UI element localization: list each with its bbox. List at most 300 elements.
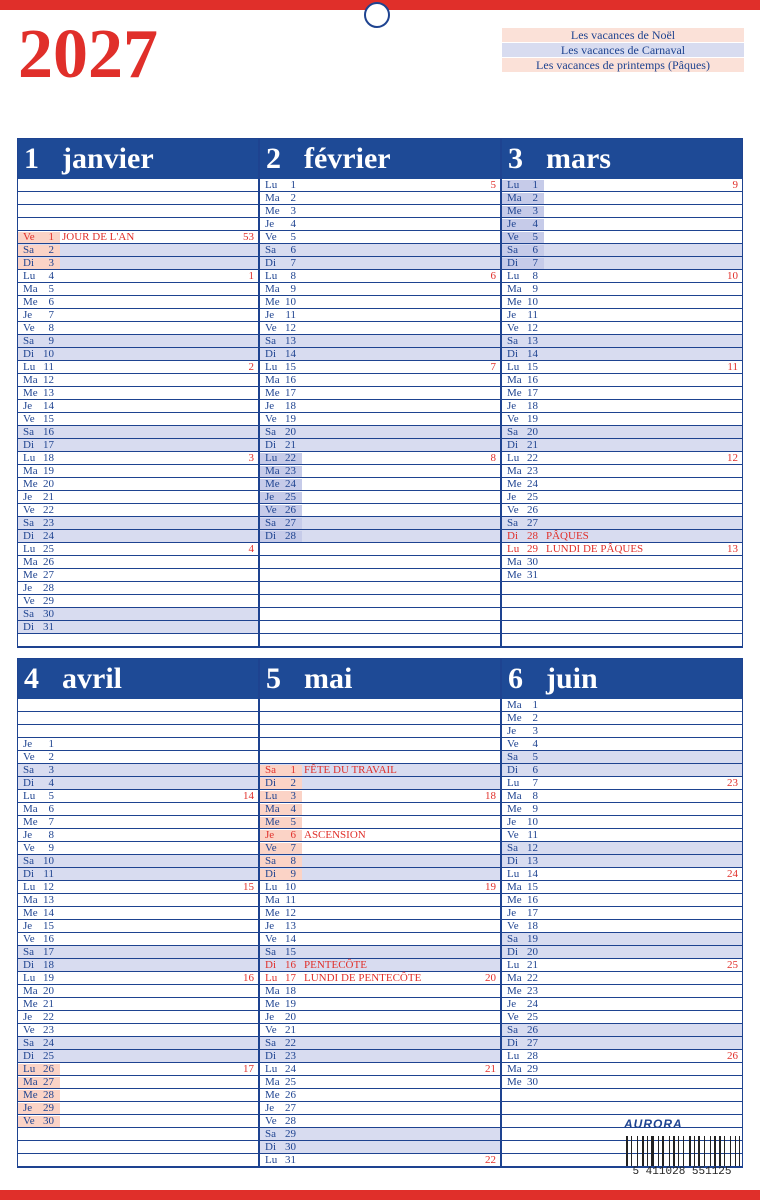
weekday-label: Me	[265, 998, 280, 1010]
day-number: 13	[285, 335, 296, 347]
day-row	[18, 296, 258, 309]
weekday-label: Di	[265, 868, 276, 880]
day-row	[260, 387, 500, 400]
weekday-label: Me	[507, 205, 522, 217]
day-row	[502, 985, 742, 998]
week-number: 3	[248, 452, 254, 464]
weekday-label: Ve	[507, 920, 519, 932]
weekday-label: Me	[507, 894, 522, 906]
weekday-label: Lu	[23, 361, 36, 373]
day-number: 11	[43, 361, 54, 373]
day-row	[18, 387, 258, 400]
day-number: 19	[527, 413, 538, 425]
weekday-label: Je	[507, 907, 517, 919]
weekday-label: Me	[23, 569, 38, 581]
day-row	[260, 205, 500, 218]
weekday-label: Sa	[265, 1037, 276, 1049]
weekday-label: Lu	[23, 543, 36, 555]
day-number: 18	[285, 400, 296, 412]
day-row	[502, 335, 742, 348]
weekday-label: Sa	[23, 517, 34, 529]
day-number: 21	[285, 439, 296, 451]
day-number: 23	[43, 517, 54, 529]
weekday-label: Lu	[23, 1063, 36, 1075]
day-number: 26	[527, 504, 538, 516]
day-row	[260, 998, 500, 1011]
weekday-label: Sa	[265, 1128, 276, 1140]
weekday-label: Ve	[265, 842, 277, 854]
empty-row	[260, 543, 500, 556]
day-row	[502, 998, 742, 1011]
day-number: 22	[43, 504, 54, 516]
day-number: 11	[527, 309, 538, 321]
weekday-label: Ve	[265, 1024, 277, 1036]
day-row	[260, 504, 500, 517]
weekday-label: Lu	[507, 959, 520, 971]
day-number: 30	[43, 1115, 54, 1127]
day-row	[502, 1063, 742, 1076]
day-row	[502, 738, 742, 751]
day-number: 16	[285, 959, 296, 971]
legend-carnaval: Les vacances de Carnaval	[502, 43, 744, 57]
weekday-label: Sa	[265, 764, 276, 776]
legend-paques: Les vacances de printemps (Pâques)	[502, 58, 744, 72]
calendar-year: 2027	[18, 16, 158, 93]
weekday-label: Ma	[507, 192, 522, 204]
weekday-label: Ma	[265, 1076, 280, 1088]
day-row	[502, 452, 742, 465]
barcode-bar	[724, 1136, 725, 1166]
weekday-label: Sa	[265, 426, 276, 438]
day-number: 20	[285, 426, 296, 438]
day-row	[260, 439, 500, 452]
day-number: 23	[285, 465, 296, 477]
day-row	[18, 348, 258, 361]
day-row	[18, 374, 258, 387]
day-row	[502, 894, 742, 907]
weekday-label: Di	[265, 1141, 276, 1153]
day-row	[18, 764, 258, 777]
week-number: 23	[727, 777, 738, 789]
barcode-bar	[714, 1136, 716, 1166]
day-row	[18, 1063, 258, 1076]
weekday-label: Je	[23, 829, 33, 841]
day-number: 30	[43, 608, 54, 620]
weekday-label: Sa	[23, 1037, 34, 1049]
weekday-label: Di	[507, 946, 518, 958]
day-number: 17	[527, 387, 538, 399]
day-number: 28	[43, 582, 54, 594]
day-number: 15	[285, 361, 296, 373]
weekday-label: Je	[507, 725, 517, 737]
day-number: 15	[43, 920, 54, 932]
empty-row	[502, 1102, 742, 1115]
day-row	[260, 218, 500, 231]
day-row	[260, 1024, 500, 1037]
month-block-avril	[17, 658, 259, 1168]
day-row	[260, 946, 500, 959]
day-number: 13	[43, 894, 54, 906]
weekday-label: Di	[265, 530, 276, 542]
weekday-label: Sa	[507, 1024, 518, 1036]
week-number: 24	[727, 868, 738, 880]
weekday-label: Me	[265, 907, 280, 919]
barcode-bar	[678, 1136, 679, 1166]
day-row	[18, 530, 258, 543]
weekday-label: Ma	[265, 985, 280, 997]
empty-row	[502, 634, 742, 647]
weekday-label: Sa	[507, 517, 518, 529]
day-row	[260, 426, 500, 439]
day-number: 15	[285, 946, 296, 958]
weekday-label: Lu	[507, 361, 520, 373]
day-number: 12	[285, 322, 296, 334]
day-number: 9	[48, 842, 54, 854]
empty-row	[18, 1154, 258, 1167]
day-number: 6	[532, 764, 538, 776]
day-number: 22	[285, 1037, 296, 1049]
weekday-label: Me	[507, 569, 522, 581]
day-row	[18, 309, 258, 322]
day-row	[18, 556, 258, 569]
holiday-label: PÂQUES	[546, 530, 589, 542]
day-row	[260, 478, 500, 491]
week-number: 15	[243, 881, 254, 893]
day-number: 15	[527, 361, 538, 373]
day-row	[260, 1115, 500, 1128]
weekday-label: Je	[507, 309, 517, 321]
weekday-label: Ve	[23, 231, 35, 243]
weekday-label: Ve	[265, 933, 277, 945]
day-row	[502, 699, 742, 712]
day-number: 22	[43, 1011, 54, 1023]
day-row	[18, 920, 258, 933]
bottom-red-bar	[0, 1190, 760, 1200]
day-row	[502, 283, 742, 296]
weekday-label: Sa	[507, 244, 518, 256]
month-block-janvier	[17, 138, 259, 648]
weekday-label: Ma	[507, 699, 522, 711]
day-row	[260, 777, 500, 790]
holiday-label: LUNDI DE PENTECÔTE	[304, 972, 422, 984]
weekday-label: Lu	[265, 179, 278, 191]
day-number: 16	[43, 426, 54, 438]
weekday-label: Lu	[23, 790, 36, 802]
day-row	[502, 439, 742, 452]
day-number: 8	[48, 322, 54, 334]
day-row	[18, 361, 258, 374]
empty-row	[18, 1141, 258, 1154]
day-number: 23	[527, 465, 538, 477]
day-number: 16	[527, 894, 538, 906]
day-row	[18, 894, 258, 907]
weekday-label: Sa	[23, 244, 34, 256]
weekday-label: Ma	[23, 894, 38, 906]
day-number: 2	[48, 244, 54, 256]
day-number: 10	[285, 296, 296, 308]
week-number: 26	[727, 1050, 738, 1062]
weekday-label: Je	[265, 920, 275, 932]
day-number: 27	[527, 1037, 538, 1049]
day-row	[18, 1076, 258, 1089]
month-number: 4	[24, 662, 39, 695]
day-row	[502, 712, 742, 725]
day-number: 21	[285, 1024, 296, 1036]
day-number: 3	[48, 257, 54, 269]
day-row	[18, 842, 258, 855]
day-number: 21	[527, 439, 538, 451]
barcode	[626, 1136, 740, 1166]
day-list	[502, 179, 742, 647]
day-number: 23	[285, 1050, 296, 1062]
day-row	[18, 543, 258, 556]
barcode-bar	[689, 1136, 691, 1166]
empty-row	[260, 595, 500, 608]
weekday-label: Ma	[265, 894, 280, 906]
week-number: 19	[485, 881, 496, 893]
day-list	[18, 699, 258, 1167]
day-number: 17	[43, 439, 54, 451]
day-row	[260, 1141, 500, 1154]
day-row	[260, 803, 500, 816]
day-number: 19	[43, 972, 54, 984]
weekday-label: Sa	[23, 855, 34, 867]
day-row	[260, 764, 500, 777]
holiday-label: JOUR DE L'AN	[62, 231, 135, 243]
day-row	[502, 790, 742, 803]
day-number: 20	[43, 478, 54, 490]
day-number: 13	[43, 387, 54, 399]
day-number: 10	[285, 881, 296, 893]
weekday-label: Sa	[507, 933, 518, 945]
empty-row	[260, 569, 500, 582]
day-number: 18	[527, 400, 538, 412]
month-header	[260, 139, 500, 179]
month-number: 5	[266, 662, 281, 695]
weekday-label: Di	[507, 1037, 518, 1049]
weekday-label: Ma	[507, 465, 522, 477]
day-number: 28	[285, 530, 296, 542]
day-number: 8	[48, 829, 54, 841]
empty-row	[18, 205, 258, 218]
weekday-label: Me	[507, 1076, 522, 1088]
day-row	[502, 842, 742, 855]
weekday-label: Me	[507, 296, 522, 308]
empty-row	[502, 582, 742, 595]
day-number: 10	[527, 816, 538, 828]
day-number: 30	[527, 556, 538, 568]
week-number: 17	[243, 1063, 254, 1075]
day-row	[502, 972, 742, 985]
day-row	[502, 543, 742, 556]
weekday-label: Di	[507, 257, 518, 269]
empty-row	[18, 1128, 258, 1141]
day-list	[260, 699, 500, 1167]
day-number: 20	[527, 946, 538, 958]
barcode-bar	[739, 1136, 740, 1166]
day-number: 9	[532, 283, 538, 295]
day-number: 26	[43, 1063, 54, 1075]
day-number: 27	[43, 569, 54, 581]
day-number: 14	[43, 907, 54, 919]
day-row	[18, 569, 258, 582]
day-row	[502, 426, 742, 439]
weekday-label: Lu	[507, 270, 520, 282]
day-row	[18, 972, 258, 985]
barcode-bar	[662, 1136, 664, 1166]
day-row	[260, 270, 500, 283]
weekday-label: Lu	[23, 270, 36, 282]
day-number: 12	[285, 907, 296, 919]
barcode-bar	[704, 1136, 705, 1166]
weekday-label: Je	[265, 491, 275, 503]
weekday-label: Ve	[23, 1024, 35, 1036]
weekday-label: Ma	[265, 283, 280, 295]
weekday-label: Ve	[507, 504, 519, 516]
weekday-label: Me	[265, 478, 280, 490]
day-number: 25	[527, 1011, 538, 1023]
weekday-label: Je	[23, 920, 33, 932]
day-row	[502, 205, 742, 218]
day-number: 29	[527, 1063, 538, 1075]
empty-row	[18, 192, 258, 205]
day-number: 24	[43, 1037, 54, 1049]
weekday-label: Lu	[265, 452, 278, 464]
weekday-label: Me	[265, 296, 280, 308]
day-number: 18	[43, 452, 54, 464]
barcode-bar	[730, 1136, 731, 1166]
day-row	[502, 231, 742, 244]
barcode-bar	[626, 1136, 628, 1166]
empty-row	[18, 699, 258, 712]
weekday-label: Ma	[23, 803, 38, 815]
day-row	[502, 829, 742, 842]
weekday-label: Di	[265, 257, 276, 269]
weekday-label: Sa	[23, 426, 34, 438]
weekday-label: Sa	[265, 855, 276, 867]
day-number: 26	[527, 1024, 538, 1036]
day-number: 6	[290, 829, 296, 841]
weekday-label: Di	[265, 439, 276, 451]
day-row	[260, 959, 500, 972]
day-number: 7	[48, 309, 54, 321]
weekday-label: Ma	[507, 1063, 522, 1075]
day-row	[502, 803, 742, 816]
day-number: 3	[290, 790, 296, 802]
barcode-bar	[631, 1136, 632, 1166]
empty-row	[260, 699, 500, 712]
day-row	[18, 868, 258, 881]
week-number: 2	[248, 361, 254, 373]
barcode-bar	[683, 1136, 684, 1166]
day-row	[260, 361, 500, 374]
day-list	[502, 699, 742, 1167]
weekday-label: Je	[507, 998, 517, 1010]
day-number: 8	[290, 270, 296, 282]
day-number: 11	[527, 829, 538, 841]
barcode-bar	[694, 1136, 695, 1166]
day-number: 19	[43, 465, 54, 477]
weekday-label: Di	[265, 959, 276, 971]
day-row	[260, 972, 500, 985]
day-row	[502, 374, 742, 387]
weekday-label: Sa	[265, 946, 276, 958]
day-row	[260, 920, 500, 933]
day-number: 14	[43, 400, 54, 412]
day-number: 8	[532, 270, 538, 282]
weekday-label: Ve	[265, 413, 277, 425]
day-number: 24	[43, 530, 54, 542]
day-row	[260, 842, 500, 855]
weekday-label: Je	[23, 309, 33, 321]
empty-row	[18, 218, 258, 231]
day-row	[18, 881, 258, 894]
weekday-label: Ma	[265, 192, 280, 204]
weekday-label: Ve	[507, 738, 519, 750]
day-number: 26	[285, 504, 296, 516]
month-block-fevrier	[259, 138, 501, 648]
day-number: 16	[43, 933, 54, 945]
week-number: 12	[727, 452, 738, 464]
empty-row	[260, 712, 500, 725]
day-number: 19	[527, 933, 538, 945]
day-number: 24	[285, 1063, 296, 1075]
day-row	[18, 621, 258, 634]
day-row	[502, 530, 742, 543]
day-row	[18, 803, 258, 816]
day-number: 21	[43, 998, 54, 1010]
day-row	[502, 478, 742, 491]
day-row	[260, 413, 500, 426]
weekday-label: Ma	[265, 465, 280, 477]
barcode-bar	[651, 1136, 654, 1166]
weekday-label: Ma	[265, 803, 280, 815]
weekday-label: Ma	[507, 972, 522, 984]
weekday-label: Sa	[507, 426, 518, 438]
day-row	[260, 322, 500, 335]
day-number: 7	[48, 816, 54, 828]
day-number: 29	[43, 595, 54, 607]
weekday-label: Je	[265, 1102, 275, 1114]
day-number: 5	[532, 231, 538, 243]
weekday-label: Ma	[23, 465, 38, 477]
weekday-label: Je	[507, 491, 517, 503]
day-row	[502, 400, 742, 413]
weekday-label: Ma	[23, 374, 38, 386]
week-number: 10	[727, 270, 738, 282]
day-row	[18, 985, 258, 998]
empty-row	[260, 751, 500, 764]
day-row	[502, 517, 742, 530]
day-row	[18, 504, 258, 517]
day-row	[18, 517, 258, 530]
day-row	[260, 1050, 500, 1063]
day-row	[18, 751, 258, 764]
day-number: 1	[290, 764, 296, 776]
day-row	[18, 595, 258, 608]
week-number: 20	[485, 972, 496, 984]
day-row	[502, 322, 742, 335]
day-row	[260, 829, 500, 842]
day-number: 1	[290, 179, 296, 191]
day-row	[260, 985, 500, 998]
day-number: 4	[290, 803, 296, 815]
day-number: 13	[527, 335, 538, 347]
day-number: 1	[48, 738, 54, 750]
weekday-label: Me	[265, 387, 280, 399]
day-row	[502, 907, 742, 920]
day-number: 10	[527, 296, 538, 308]
